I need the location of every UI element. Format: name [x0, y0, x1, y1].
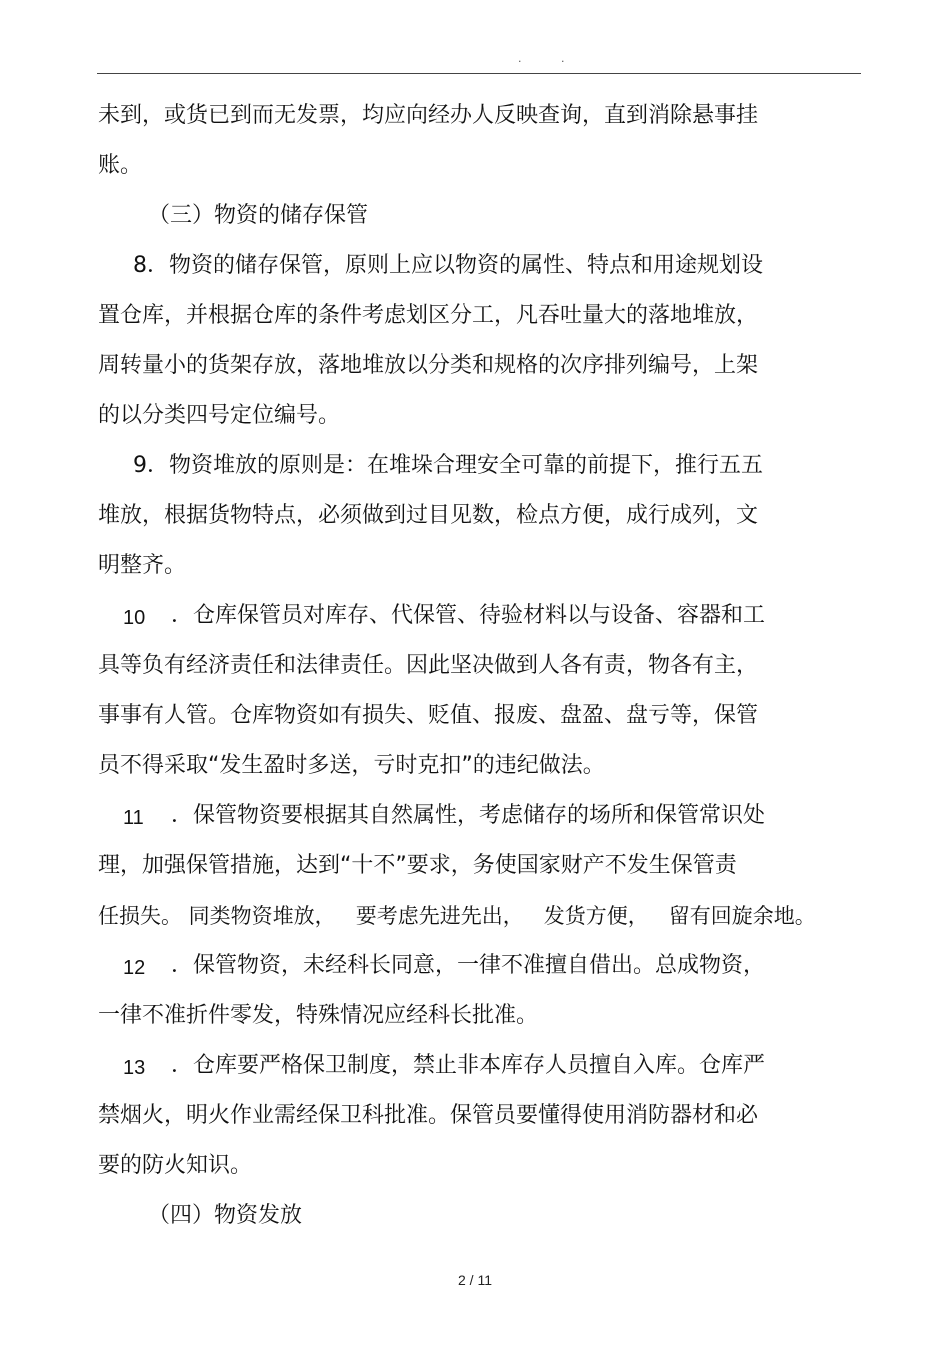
- item-number: 13: [123, 1057, 146, 1079]
- text-line: ．仓库要严格保卫制度，禁止非本库存人员擅自入库。仓库严: [171, 1053, 766, 1078]
- page-number: 2 / 11: [458, 1272, 492, 1288]
- item-number: 10: [123, 607, 146, 629]
- text-line: 8．物资的储存保管，原则上应以物资的属性、特点和用途规划设: [133, 253, 763, 278]
- section-heading: （四）物资发放: [148, 1203, 303, 1228]
- text-line: 一律不准折件零发，特殊情况应经科长批准。: [98, 1003, 539, 1028]
- text-line: 事事有人管。仓库物资如有损失、贬值、报废、盘盈、盘亏等，保管: [98, 703, 759, 728]
- text-line: 9．物资堆放的原则是：在堆垛合理安全可靠的前提下，推行五五: [133, 453, 763, 478]
- text-line: 周转量小的货架存放，落地堆放以分类和规格的次序排列编号，上架: [98, 353, 759, 378]
- text-line: 堆放，根据货物特点，必须做到过目见数，检点方便，成行成列，文: [98, 503, 759, 528]
- text-line: 的以分类四号定位编号。: [98, 403, 341, 428]
- text-line: 要的防火知识。: [98, 1153, 253, 1178]
- text-line: 未到，或货已到而无发票，均应向经办人反映查询，直到消除悬事挂: [98, 103, 759, 128]
- text-line: 明整齐。: [98, 553, 187, 578]
- section-heading: （三）物资的储存保管: [148, 203, 369, 228]
- text-line: ．保管物资，未经科长同意，一律不准擅自借出。总成物资，: [171, 953, 766, 978]
- text-line: 账。: [98, 153, 143, 178]
- text-line: 具等负有经济责任和法律责任。因此坚决做到人各有责，物各有主，: [98, 653, 759, 678]
- header-marks: . .: [518, 52, 583, 65]
- text-line: 任损失。 同类物资堆放， 要考虑先进先出， 发货方便， 留有回旋余地。: [98, 904, 816, 928]
- text-line: 理，加强保管措施，达到“十不”要求，务使国家财产不发生保管责: [98, 853, 737, 878]
- header-rule: [97, 73, 861, 74]
- text-line: 员不得采取“发生盈时多送，亏时克扣”的违纪做法。: [98, 753, 605, 778]
- item-number: 11: [123, 807, 144, 829]
- text-line: 置仓库，并根据仓库的条件考虑划区分工，凡吞吐量大的落地堆放，: [98, 303, 759, 328]
- text-line: ．仓库保管员对库存、代保管、待验材料以与设备、容器和工: [171, 603, 766, 628]
- item-number: 12: [123, 957, 146, 979]
- text-line: 禁烟火，明火作业需经保卫科批准。保管员要懂得使用消防器材和必: [98, 1103, 759, 1128]
- text-line: ．保管物资要根据其自然属性，考虑储存的场所和保管常识处: [171, 803, 766, 828]
